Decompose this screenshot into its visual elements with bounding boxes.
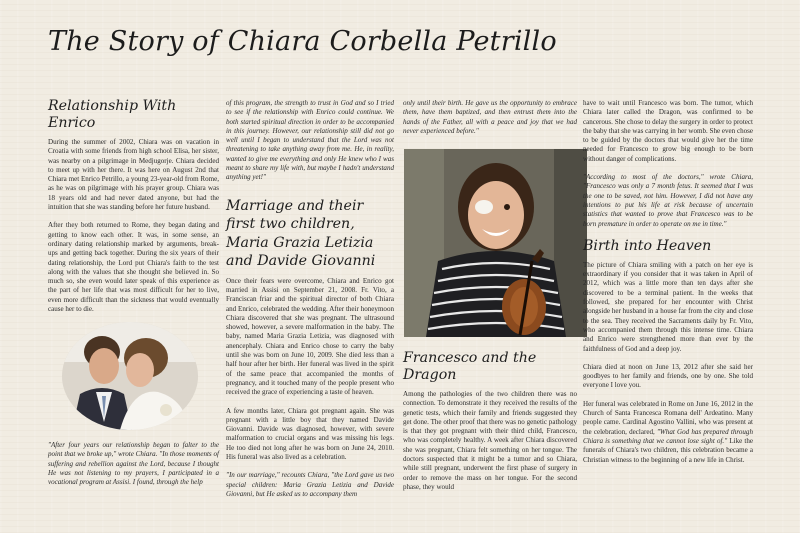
chiara-violin-photo-image [404, 149, 587, 337]
heaven-paragraph-3-end: Like the funerals of Chiara's two children, this celebration became a Christian witness to the beginning of a new life in Christ. [583, 436, 753, 464]
marriage-paragraph-2: A few months later, Chiara got pregnant again. She was pregnant with a little boy that they named Davide Giovanni. Davide was diagnosed, however, with severe malformation to crucial organs and was missing his legs. He too died not long after he was born on June 24, 2010. His funeral was also lived as a celebration. [226, 406, 394, 462]
francesco-paragraph-1: Among the pathologies of the two children there was no connection. To demonstrate it they received the results of the genetic tests, which their family and friends suggested they get done. The other proof that there was no genetic pathology is that they got pregnant with their third child, Francesco, who was completely healthy. A week after Chiara discovered she was pregnant, Chiara felt something on her tongue. The doctors suspected that it might be a tumor and so Chiara, while still pregnant, underwent the first phase of surgery in order to remove the mass on her tongue. For the second phase, they would [403, 390, 577, 491]
cardinal-quote: "What God has prepared through Chiara is something that we cannot lose sight of." [583, 427, 753, 445]
relationship-paragraph-2: After they both returned to Rome, they began dating and getting to know each other. It was, in some sense, an ordinary dating relationship marked by arguments, break-ups and getting back together. During the six years of their dating relationship, the Lord put Chiara's faith to the test along with the values that she thought she believed in. So much so, she even would later speak of this experience as the part of her life that was most difficult for her to live, even more difficult than the sickness that would eventually cause her to die. [48, 221, 219, 314]
column-3 [403, 99, 577, 145]
relationship-quote: "After four years our relationship began to falter to the point that we broke up," wrote Chiara. "In those moments of suffering and rebellion against the Lord, because I thought He was not listening to my prayers, I participated in a vocational program at Assisi. I found, through the help [48, 441, 219, 487]
heading-francesco: Francesco and the Dragon [403, 350, 537, 383]
page-title: The Story of Chiara Corbella Petrillo [48, 26, 557, 57]
column-4 [583, 99, 753, 474]
heaven-paragraph-3 [583, 400, 753, 465]
heaven-paragraph-2: Chiara died at noon on June 13, 2012 after she said her goodbyes to her family and friends, one by one. She told everyone I love you. [583, 362, 753, 390]
heading-relationship: Relationship With Enrico [48, 98, 177, 131]
couple-photo-image [62, 322, 198, 430]
column-4-paragraph-continued: have to wait until Francesco was born. The tumor, which Chiara later called the Dragon, was confirmed to be cancerous. She chose to delay the surgery in order to protect the baby that she was carrying in her womb. She even chose to be guided by the doctors that would give her the time needed for Francesco to grow big enough to be born without danger of complications. [583, 99, 753, 163]
column-1 [48, 98, 219, 323]
column-1-quote [48, 441, 219, 496]
column-3-lower [403, 350, 577, 501]
heading-marriage: Marriage and their first two children, Maria Grazia Letizia and Davide Giovanni [226, 197, 376, 270]
marriage-quote: "In our marriage," recounts Chiara, "the Lord gave us two special children: Maria Grazia Letizia and Davide Giovanni, but He asked us to accompany them [226, 471, 394, 498]
heading-heaven: Birth into Heaven [583, 237, 712, 254]
doctors-quote: "According to most of the doctors," wrote Chiara, "Francesco was only a 7 month fetus. It seemed that I was the one to be saved, not him. However, I did not have any intentions to put his life at risk because of uncertain statistics that wanted to prove that Francesco was to be born premature in order to operate on me in time." [583, 173, 753, 228]
column-3-quote-continued: only until their birth. He gave us the opportunity to embrace them, have them baptized, and then entrust them into the hands of the Father, all with a peace and joy that we had never experienced before." [403, 99, 577, 135]
heaven-paragraph-1: The picture of Chiara smiling with a patch on her eye is extraordinary if you consider that it was taken in April of 2012, which was a little more than ten days after she discovered to be a terminal patient. In the weeks that followed, she prepared for her encounter with Christ alongside her husband in a house far from the city and close to the sea. They received the Sacraments daily by Fr. Vito, who accompanied them through this intense time. Chiara and Enrico were strengthened more than ever by the faithfulness of God and a deep joy. [583, 260, 753, 353]
couple-photo [62, 322, 198, 430]
chiara-violin-photo [404, 149, 587, 337]
marriage-paragraph-1: Once their fears were overcome, Chiara and Enrico got married in Assisi on September 21, 2008. Fr. Vito, a Franciscan friar and the spiritual director of both Chiara and Enrico, celebrated the wedding. After their honeymoon Chiara discovered that she was pregnant. The ultrasound showed, however, a severe malformation in the baby. The baby, named Maria Grazia Letizia, was diagnosed with anencephaly. Chiara and Enrico chose to carry the baby until she was born on June 10, 2009. She died less than a half hour after her birth. Her funeral was lived in the spirit of the same peace that accompanied the months of pregnancy, and it touched many of the people present who received the grace of experiencing a taste of heaven. [226, 276, 394, 397]
heaven-paragraph-3-start: Her funeral was celebrated in Rome on June 16, 2012 in the Church of Santa Francesca Romana dell' Ardeatino. Many people came. Cardinal Agostino Vallini, who was present at the celebration, declared, [583, 399, 753, 436]
column-2-quote-continued: of this program, the strength to trust in God and so I tried to see if the relationship with Enrico could continue. We both started spiritual direction in order to be accompanied in this journey. However, our relationship still did not go well until I began to understand that the Lord was not threatening to take anything away from me. He, in reality, wanted to give me everything and only He knew who I was meant to share my life with, but maybe I hadn't understand anything yet!" [226, 99, 394, 182]
relationship-paragraph-1: During the summer of 2002, Chiara was on vacation in Croatia with some friends from high school Elisa, her sister, was nearby on a pilgrimage in Medjugorje. Chiara decided to meet up with her there. It was here on August 2nd that Chiara met Enrico Petrillo, a young 23-year-old from Rome, as he was on pilgrimage with his prayer group. Chiara was 18 years old and had never dated anyone, but had the intuition that she was standing before her future husband. [48, 138, 219, 212]
column-2 [226, 99, 394, 508]
